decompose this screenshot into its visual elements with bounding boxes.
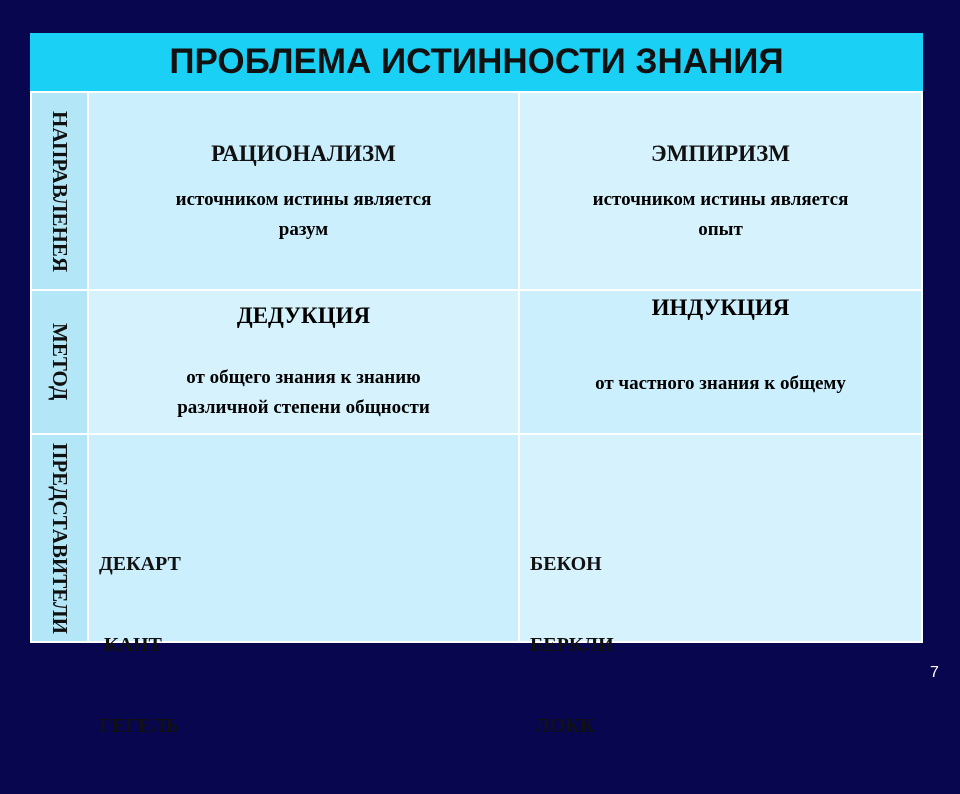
row-label-method (32, 291, 87, 433)
slide-title: ПРОБЛЕМА ИСТИННОСТИ ЗНАНИЯ (30, 33, 923, 91)
empiricism-representatives-cell (520, 435, 921, 737)
empiricism-representatives-list (530, 497, 614, 794)
rationalism-source (89, 185, 518, 245)
page-number: 7 (930, 664, 939, 681)
deduction-line2: различной степени общности (177, 397, 430, 418)
empiricism-heading: ЭМПИРИЗМ (651, 141, 790, 166)
row-label-direction (32, 93, 87, 289)
empiricism-source-line2: опыт (698, 219, 743, 240)
row-label-direction-text: НАПРАВЛЕНЕЯ (48, 110, 72, 272)
list-item: ДЕКАРТ (99, 553, 181, 575)
induction-description (520, 369, 921, 399)
empiricism-source-line1: источником истины является (592, 189, 849, 210)
rationalism-representatives-list (99, 497, 181, 794)
row-label-representatives (32, 435, 87, 641)
row-label-method-text: МЕТОД (48, 323, 72, 401)
comparison-table (30, 33, 923, 737)
row-label-representatives-text: ПРЕДСТАВИТЕЛИ (48, 442, 72, 634)
deduction-line1: от общего знания к знанию (186, 367, 421, 388)
empiricism-source (520, 185, 921, 245)
list-item: БЕКОН (530, 553, 602, 575)
rationalism-source-line2: разум (278, 219, 329, 240)
induction-heading: ИНДУКЦИЯ (651, 295, 790, 320)
list-item: ГЕГЕЛЬ (99, 715, 179, 737)
rationalism-heading: РАЦИОНАЛИЗМ (211, 141, 396, 166)
rationalism-representatives-cell (89, 435, 518, 737)
list-item: БЕРКЛИ (530, 634, 614, 656)
induction-line1: от частного знания к общему (595, 373, 846, 394)
rationalism-source-line1: источником истины является (175, 189, 432, 210)
list-item: КАНТ (99, 634, 162, 656)
deduction-heading: ДЕДУКЦИЯ (236, 303, 371, 328)
list-item: ЛОКК (530, 715, 595, 737)
deduction-description (89, 363, 518, 423)
